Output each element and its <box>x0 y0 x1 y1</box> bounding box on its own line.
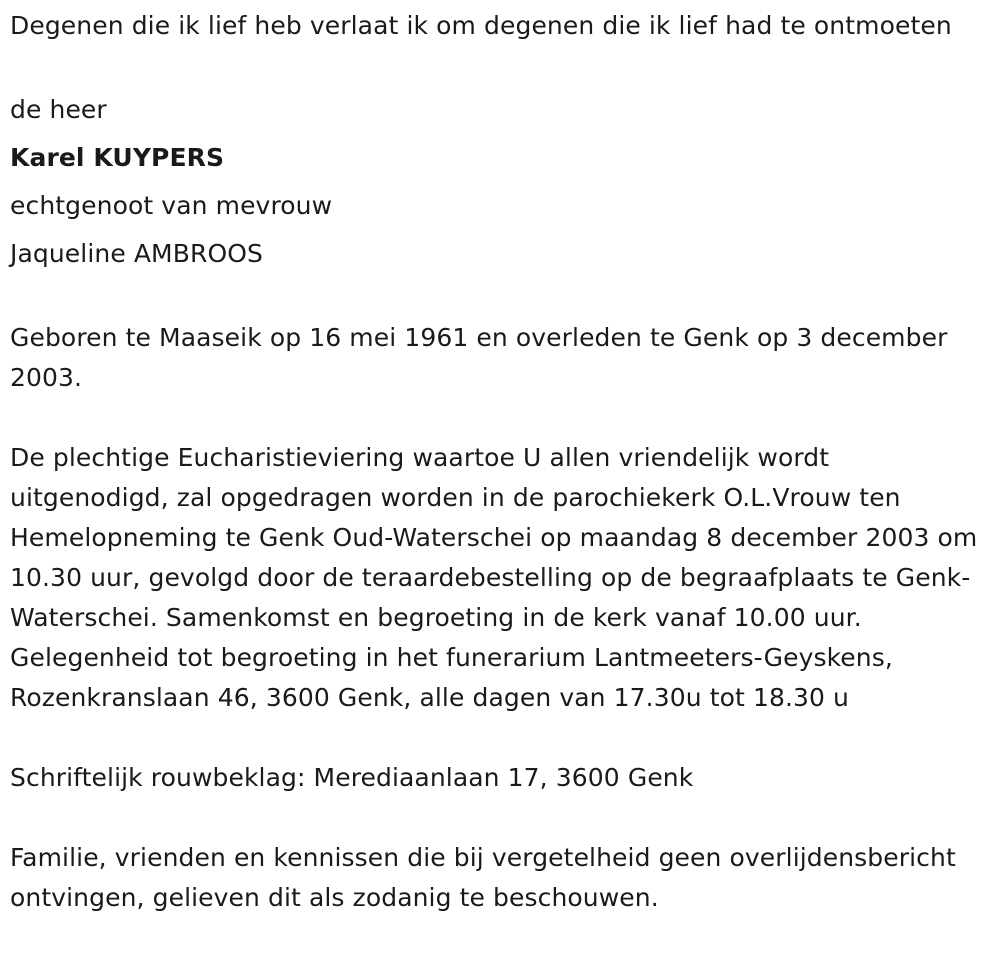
closing-note: Familie, vrienden en kennissen die bij vergetelheid geen overlijdensbericht ontvingen, gelieven dit als zodanig te beschouwen. <box>10 843 956 912</box>
relation-text: echtgenoot van mevrouw <box>10 191 333 220</box>
motto-text: Degenen die ik lief heb verlaat ik om degenen die ik lief had te ontmoeten <box>10 11 952 40</box>
spouse-name: Jaqueline AMBROOS <box>10 239 263 268</box>
obituary-document <box>10 6 995 918</box>
ceremony-paragraph: De plechtige Eucharistieviering waartoe U allen vriendelijk wordt uitgenodigd, zal opgedragen worden in de parochiekerk O.L.Vrouw ten Hemelopneming te Genk Oud-Waterschei op maandag 8 december 2003 om 10.30 uur, gevolgd door de teraardebestelling op de begraafplaats te Genk-Waterschei. Samenkomst en begroeting in de kerk vanaf 10.00 uur. Gelegenheid tot begroeting in het funerarium Lantmeeters-Geyskens, Rozenkranslaan 46, 3600 Genk, alle dagen van 17.30u tot 18.30 u <box>10 443 978 712</box>
birth-death-paragraph: Geboren te Maaseik op 16 mei 1961 en overleden te Genk op 3 december 2003. <box>10 323 948 392</box>
condolence-address: Schriftelijk rouwbeklag: Merediaanlaan 17, 3600 Genk <box>10 763 694 792</box>
deceased-name: Karel KUYPERS <box>10 143 225 172</box>
title-prefix: de heer <box>10 95 107 124</box>
